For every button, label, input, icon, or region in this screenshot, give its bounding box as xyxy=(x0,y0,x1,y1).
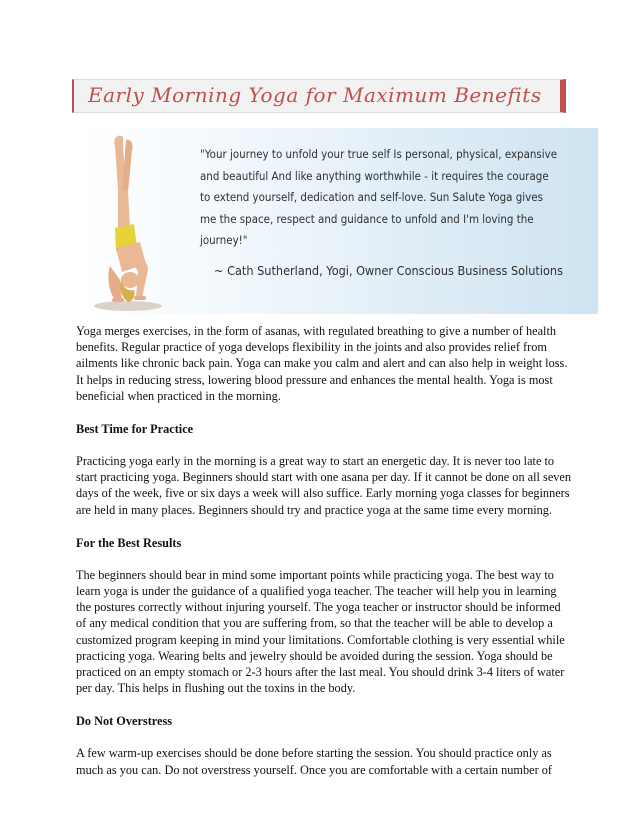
testimonial-quote: "Your journey to unfold your true self Is personal, physical, expansive and beautiful And like anything worthwhile - it requires the courage to extend yourself, dedication and self-love. Sun Salute Yoga gives me the space, respect and guidance to unfold and I'm loving the journey!" xyxy=(200,148,558,247)
testimonial-banner xyxy=(76,128,598,314)
intro-paragraph: Yoga merges exercises, in the form of asanas, with regulated breathing to give a number of health benefits. Regular practice of yoga develops flexibility in the joints and also provides relief from ailments like chronic back pain. Yoga can make you calm and alert and can also help in weight loss. It helps in reducing stress, lowering blood pressure and enhances the mental health. Yoga is most beneficial when practiced in the morning. xyxy=(76,324,568,403)
yoga-pose-illustration xyxy=(82,130,178,312)
title-bar xyxy=(72,79,566,113)
article-body xyxy=(76,323,572,778)
testimonial-attribution: ~ Cath Sutherland, Yogi, Owner Conscious Business Solutions xyxy=(214,264,563,278)
page-title: Early Morning Yoga for Maximum Benefits xyxy=(88,83,542,107)
section-heading: For the Best Results xyxy=(76,535,182,550)
section-paragraph: A few warm-up exercises should be done before starting the session. You should practice only as much as you can. Do not overstress yourself. Once you are comfortable with a certain number of xyxy=(76,746,553,777)
section-paragraph: The beginners should bear in mind some important points while practicing yoga. The best way to learn yoga is under the guidance of a qualified yoga teacher. The teacher will help you in learning the postures correctly without injuring yourself. The yoga teacher or instructor should be informed of any medical condition that you are suffering from, so that the teacher will be able to develop a customized program keeping in mind your limitations. Comfortable clothing is very essential while practicing yoga. Wearing belts and jewelry should be avoided during the session. Yoga should be practiced on an empty stomach or 2-3 hours after the last meal. You should drink 3-4 liters of water per day. This helps in flushing out the toxins in the body. xyxy=(76,567,565,696)
section-paragraph: Practicing yoga early in the morning is a great way to start an energetic day. It is never too late to start practicing yoga. Beginners should start with one asana per day. If it cannot be done on all seven days of the week, five or six days a week will also suffice. Early morning yoga classes for beginners are held in many places. Beginners should try and practice yoga at the same time every morning. xyxy=(76,454,572,517)
section-heading: Do Not Overstress xyxy=(76,714,173,729)
section-heading: Best Time for Practice xyxy=(76,422,194,437)
